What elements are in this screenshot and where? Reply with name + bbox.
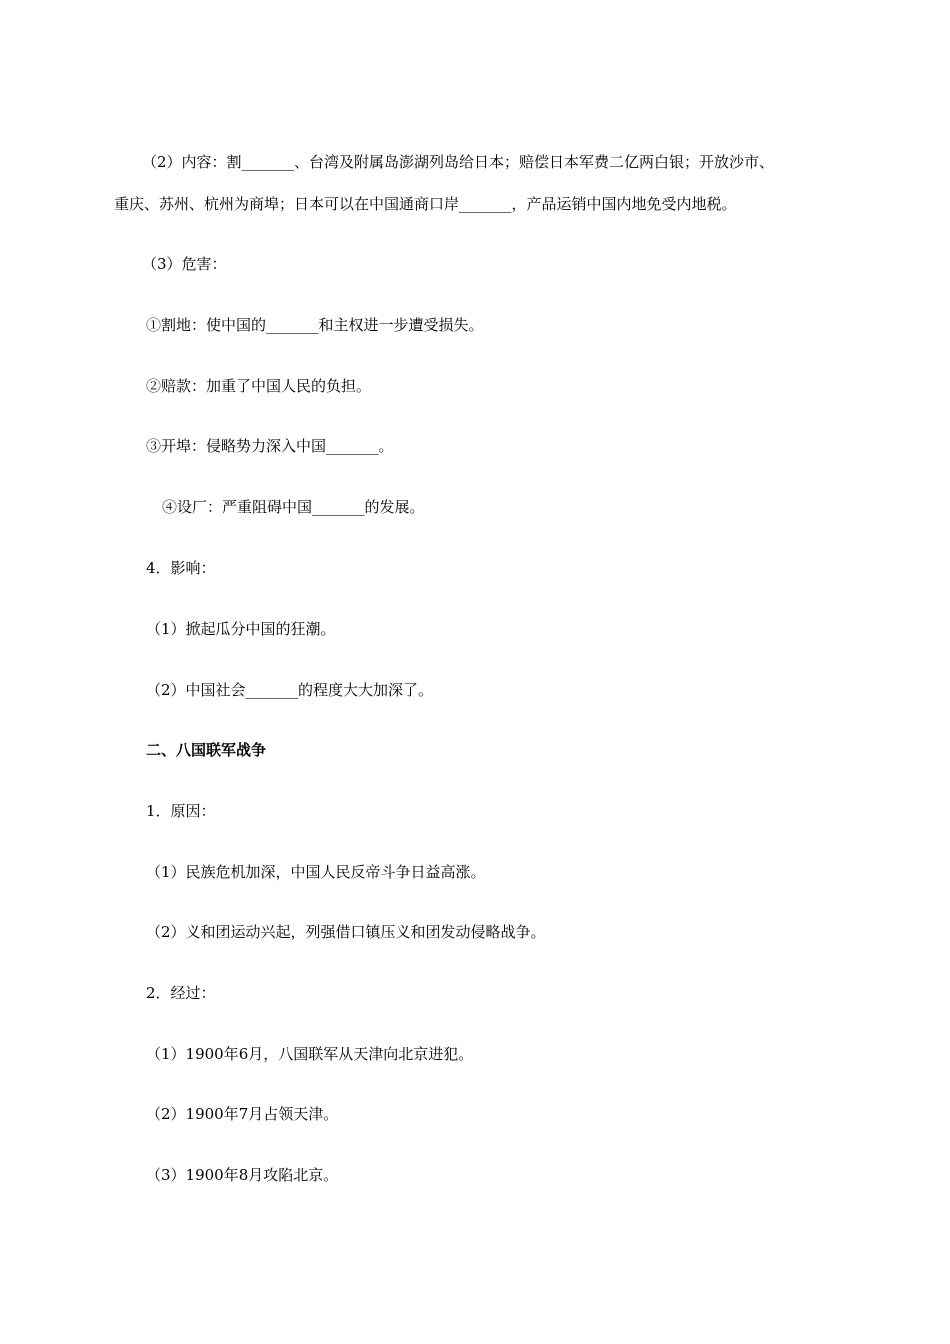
treaty-content-line-2: 重庆、苏州、杭州为商埠；日本可以在中国通商口岸_______，产品运销中国内地免受内地税。 <box>114 195 737 213</box>
process-item-3: （3）1900年8月攻陷北京。 <box>146 1166 339 1184</box>
harm-item-factories: ④设厂：严重阻碍中国_______的发展。 <box>162 498 425 516</box>
harm-item-indemnity: ②赔款：加重了中国人民的负担。 <box>146 377 372 395</box>
process-item-2: （2）1900年7月占领天津。 <box>146 1105 339 1123</box>
cause-heading: 1．原因： <box>146 802 216 820</box>
cause-item-2: （2）义和团运动兴起，列强借口镇压义和团发动侵略战争。 <box>146 923 546 941</box>
harm-item-ports: ③开埠：侵略势力深入中国_______。 <box>146 437 394 455</box>
process-item-1: （1）1900年6月，八国联军从天津向北京进犯。 <box>146 1045 474 1063</box>
harm-heading: （3）危害： <box>142 255 227 273</box>
impact-heading: 4．影响： <box>146 559 216 577</box>
impact-item-2: （2）中国社会_______的程度大大加深了。 <box>146 681 434 699</box>
impact-item-1: （1）掀起瓜分中国的狂潮。 <box>146 620 336 638</box>
process-heading: 2．经过： <box>146 984 216 1002</box>
cause-item-1: （1）民族危机加深，中国人民反帝斗争日益高涨。 <box>146 863 486 881</box>
treaty-content-line-1: （2）内容：割_______、台湾及附属岛澎湖列岛给日本；赔偿日本军费二亿两白银；开放沙市、 <box>142 153 775 171</box>
section-heading-eight-nation: 二、八国联军战争 <box>146 741 267 759</box>
harm-item-land: ①割地：使中国的_______和主权进一步遭受损失。 <box>146 316 484 334</box>
